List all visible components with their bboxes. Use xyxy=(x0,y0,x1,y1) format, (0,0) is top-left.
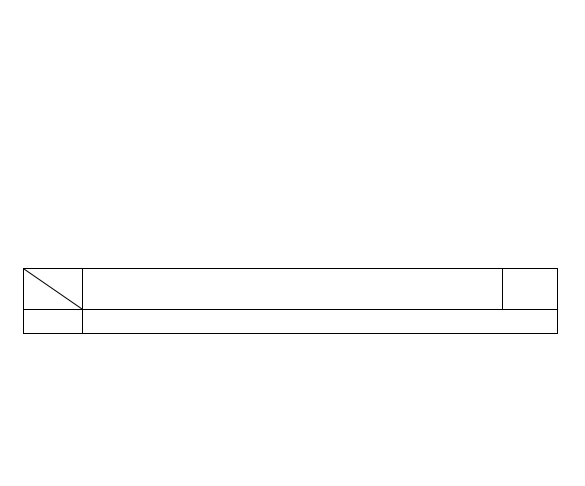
my-header xyxy=(24,310,83,334)
corner-cell xyxy=(24,269,83,310)
col-header-y xyxy=(137,269,503,310)
table-header-row xyxy=(24,269,558,310)
mx-header xyxy=(503,269,558,310)
page-header xyxy=(0,8,585,38)
col-header-y xyxy=(83,269,138,310)
diagonal-line xyxy=(24,269,82,309)
total-cell xyxy=(83,310,138,334)
my-row xyxy=(24,310,558,334)
distribution-table xyxy=(23,268,558,334)
